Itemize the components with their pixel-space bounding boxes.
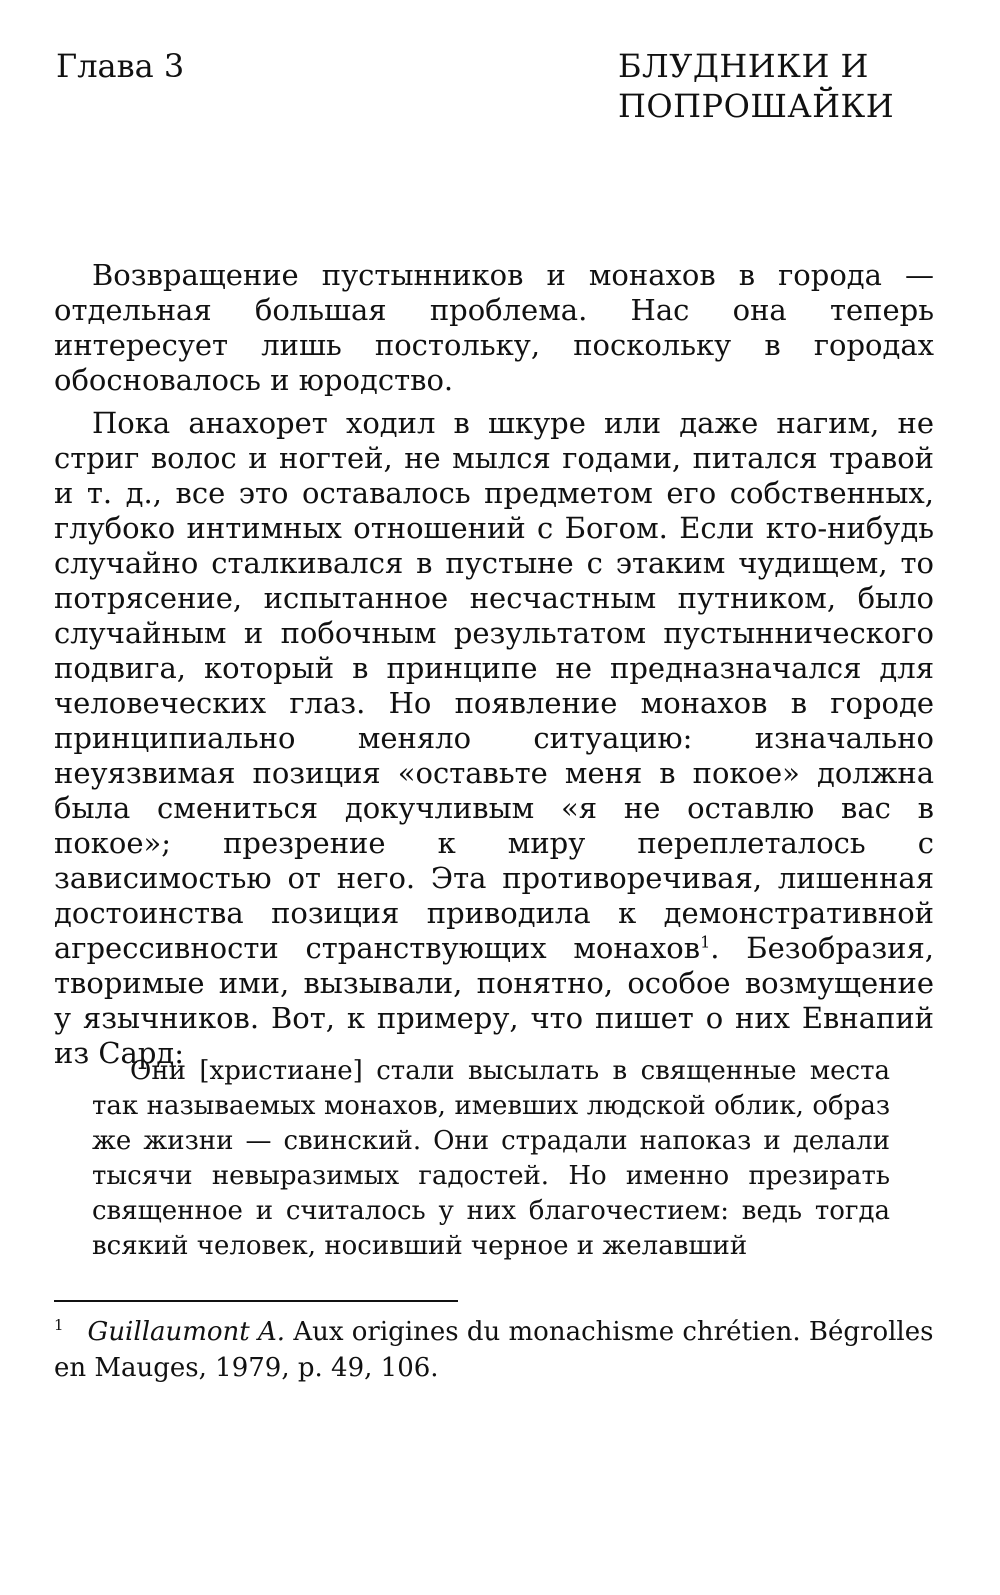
chapter-title: БЛУДНИКИ И ПОПРОШАЙКИ (618, 47, 895, 125)
main-text (54, 258, 934, 1071)
footnote-divider (54, 1300, 458, 1302)
footnote-number: 1 (54, 1316, 64, 1335)
chapter-label: Глава 3 (56, 47, 185, 85)
footnote-reference[interactable]: 1 (700, 932, 711, 952)
footnote (54, 1314, 934, 1386)
paragraph (54, 406, 934, 1071)
paragraph-text: Пока анахорет ходил в шкуре или даже нагим, не стриг волос и ногтей, не мылся годами, питался травой и т. д., все это оставалось предметом его собственных, глубоко интимных отношений с Богом. Если кто-нибудь случайно сталкивался в пустыне с этаким чудищем, то потрясение, испытанное несчастным путником, было случайным и побочным результатом пустыннического подвига, который в принципе не предназначался для человеческих глаз. Но появление монахов в городе принципиально меняло ситуацию: изначально неуязвимая позиция «оставьте меня в покое» должна была смениться докучливым «я не оставлю вас в покое»; презрение к миру переплеталось с зависимостью от него. Эта противоречивая, лишенная достоинства позиция приводила к демонстративной агрессивности странствующих монахов (54, 406, 934, 965)
paragraph: Возвращение пустынников и монахов в города — отдельная большая проблема. Нас она теперь интересует лишь постольку, поскольку в городах обосновалось и юродство. (54, 258, 934, 397)
footnote-author: Guillaumont A. (87, 1317, 286, 1347)
paragraph-text: . Безобразия, творимые ими, вызывали, понятно, особое возмущение у язычников. Вот, к примеру, что пишет о них Евнапий из Сард: (54, 931, 934, 1070)
block-quote (92, 1054, 890, 1264)
footnote-citation: Aux origines du monachisme chrétien. Bégrolles en Mauges, 1979, p. 49, 106. (54, 1317, 934, 1383)
quote-text: Они [христиане] стали высылать в священные места так называемых монахов, имевших людской облик, образ же жизни — свинский. Они страдали напоказ и делали тысячи невыразимых гадостей. Но именно презирать священное и считалось у них благочестием: ведь тогда всякий человек, носивший черное и желавший (92, 1056, 890, 1261)
